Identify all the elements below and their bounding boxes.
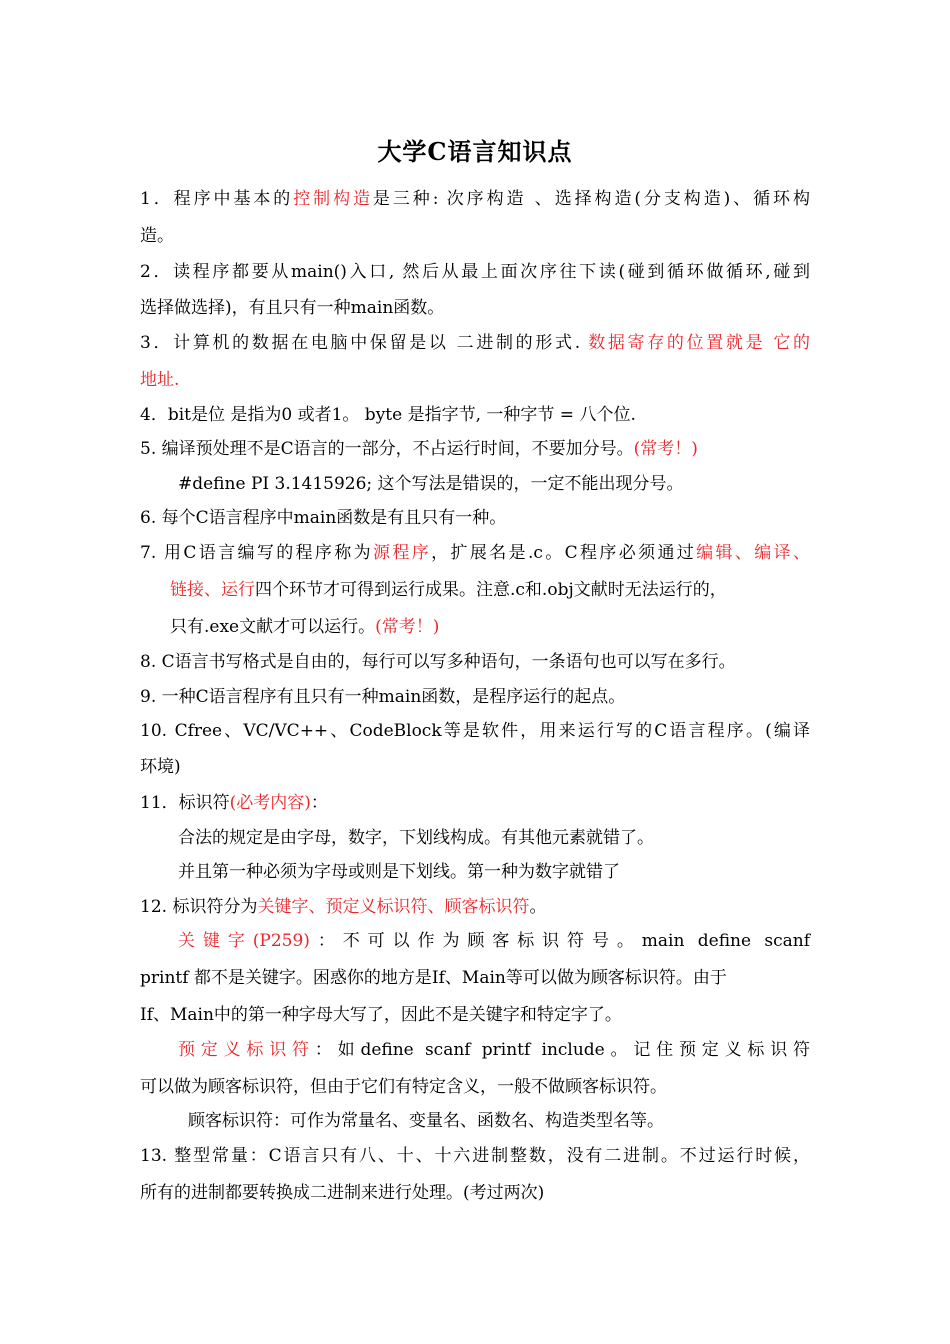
text-line <box>140 1144 810 1168</box>
text-segment: ，扩展名是.c。C程序必须通过 <box>431 543 697 563</box>
text-line <box>140 755 181 779</box>
highlight-text: 地址. <box>140 370 180 390</box>
text-line <box>140 895 546 919</box>
text-line <box>140 685 625 709</box>
highlight-text: 关键字(P259) <box>178 931 310 951</box>
highlight-text: 控制构造 <box>293 189 373 209</box>
text-segment: 所有的进制都要转换成二进制来进行处理。(考过两次) <box>140 1183 545 1203</box>
text-line <box>178 826 654 850</box>
highlight-text: (必考内容) <box>229 793 311 813</box>
text-segment: 1．程序中基本的 <box>140 189 294 209</box>
highlight-text: 预定义标识符 <box>178 1040 315 1060</box>
text-segment: 4．bit是位 是指为0 或者1。 byte 是指字节, 一种字节 = 八个位. <box>140 405 636 425</box>
text-segment: ：如define scanf printf include。记住预定义标识符 <box>314 1040 810 1060</box>
text-line <box>140 368 179 392</box>
text-segment: ：不可以作为顾客标识符号。main define scanf <box>309 931 810 951</box>
page-title: 大学C语言知识点 <box>377 137 573 166</box>
text-segment: 。 <box>529 897 547 917</box>
text-line <box>178 860 620 884</box>
text-line <box>140 966 727 990</box>
text-line <box>140 224 174 248</box>
text-line <box>140 296 444 320</box>
text-line <box>178 472 684 496</box>
text-segment: 5. 编译预处理不是C语言的一部分，不占运行时间，不要加分号。 <box>140 439 634 459</box>
text-line <box>140 791 328 815</box>
text-line <box>170 615 439 639</box>
text-segment: 选择做选择)，有且只有一种main函数。 <box>140 298 445 318</box>
text-segment: 是三种: 次序构造 、选择构造(分支构造)、循环构 <box>372 189 810 209</box>
text-segment: 合法的规定是由字母，数字，下划线构成。有其他元素就错了。 <box>178 828 654 848</box>
highlight-text: (常考！) <box>375 617 440 637</box>
text-line <box>140 1181 544 1205</box>
text-line <box>140 437 698 461</box>
text-line <box>140 403 636 427</box>
text-line <box>140 1003 622 1027</box>
highlight-text: 源程序 <box>373 543 432 563</box>
highlight-text: (常考！) <box>633 439 698 459</box>
text-line <box>178 1038 810 1062</box>
text-segment: #define PI 3.1415926; 这个写法是错误的，一定不能出现分号。 <box>178 474 684 494</box>
text-segment: 造。 <box>140 226 174 246</box>
text-line <box>140 187 810 211</box>
highlight-text: 链接、运行 <box>170 580 255 600</box>
text-segment: 可以做为顾客标识符，但由于它们有特定含义，一般不做顾客标识符。 <box>140 1077 667 1097</box>
text-line <box>140 506 506 530</box>
text-segment: If、Main中的第一种字母大写了，因此不是关键字和特定字了。 <box>140 1005 622 1025</box>
text-segment: 2．读程序都要从main()入口, 然后从最上面次序往下读(碰到循环做循环,碰到 <box>140 262 810 282</box>
text-segment: ： <box>310 793 328 813</box>
text-segment: printf 都不是关键字。困惑你的地方是If、Main等可以做为顾客标识符。由于 <box>140 968 727 988</box>
text-line <box>178 929 810 953</box>
text-segment: 13. 整型常量：C语言只有八、十、十六进制整数，没有二进制。不过运行时候， <box>140 1146 810 1166</box>
text-segment: 8. C语言书写格式是自由的，每行可以写多种语句，一条语句也可以写在多行。 <box>140 652 736 672</box>
text-segment: 10. Cfree、VC/VC++、CodeBlock等是软件，用来运行写的C语言程序。(编译 <box>140 721 810 741</box>
text-line <box>140 260 810 284</box>
text-segment: 顾客标识符：可作为常量名、变量名、函数名、构造类型名等。 <box>188 1111 664 1131</box>
text-segment: 9. 一种C语言程序有且只有一种main函数，是程序运行的起点。 <box>140 687 626 707</box>
text-line <box>140 1075 667 1099</box>
highlight-text: 数据寄存的位置就是 它的 <box>588 333 810 353</box>
text-segment: 只有.exe文献才可以运行。 <box>170 617 376 637</box>
text-segment: 并且第一种必须为字母或则是下划线。第一种为数字就错了 <box>178 862 620 882</box>
text-segment: 四个环节才可得到运行成果。注意.c和.obj文献时无法运行的， <box>255 580 727 600</box>
highlight-text: 关键字、预定义标识符、顾客标识符 <box>257 897 530 917</box>
text-line <box>140 650 736 674</box>
text-line <box>140 541 810 565</box>
text-line <box>188 1109 664 1133</box>
text-segment: 11．标识符 <box>140 793 230 813</box>
text-line <box>170 578 727 602</box>
text-segment: 环境) <box>140 757 181 777</box>
text-segment: 12. 标识符分为 <box>140 897 258 917</box>
text-segment: 3．计算机的数据在电脑中保留是以 二进制的形式. <box>140 333 589 353</box>
text-line <box>140 719 810 743</box>
text-line <box>140 331 810 355</box>
text-segment: 6. 每个C语言程序中main函数是有且只有一种。 <box>140 508 507 528</box>
highlight-text: 编辑、编译、 <box>696 543 810 563</box>
text-segment: 7. 用C语言编写的程序称为 <box>140 543 374 563</box>
